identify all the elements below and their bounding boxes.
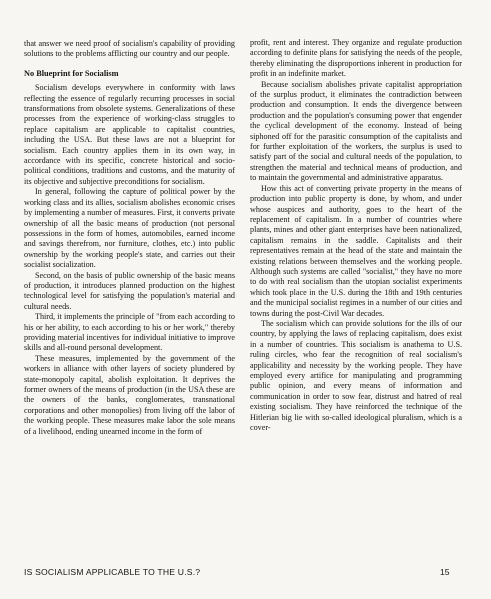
right-column: [250, 38, 462, 433]
paragraph: Second, on the basis of public ownership of the basic means of production, it introduces planned production on the highest technological level for satisfying the population's material and cultural needs.: [24, 270, 235, 311]
section-heading: No Blueprint for Socialism: [24, 68, 119, 78]
paragraph: In general, following the capture of political power by the working class and its allies, socialism abolishes economic crises by implementing a number of measures. First, it converts private ownership of all the basic means of production (not personal possessions in the form of homes, automobiles, earned income and savings therefrom, nor furniture, clothes, etc.) into public ownership by the working people's state, and carries out their socialist socialization.: [24, 187, 235, 270]
paragraph: Third, it implements the principle of "from each according to his or her ability, to each according to his or her work," thereby providing material incentives for individual initiative to improve skills and all-round personal development.: [24, 312, 235, 353]
paragraph: These measures, implemented by the government of the workers in alliance with other layers of society plundered by state-monopoly capital, abolish exploitation. It deprives the former owners of the means of production (in the USA these are the owners of the banks, conglomerates, transnational corporations and other monopolies) from living off the labor of the working people. These measures make labor the sole means of a livelihood, ending unearned income in the form of: [24, 353, 235, 436]
paragraph: Because socialism abolishes private capitalist appropriation of the surplus product, it eliminates the contradiction between production and consumption. It ends the divergence between production and the population's consuming power that engender the cyclical development of the economy. Instead of being siphoned off for the parasitic consumption of the capitalists and for further exploitation of the workers, the surplus is used to satisfy part of the social and cultural needs of the population, to strengthen the material and technical means of production, and to maintain the governmental and administrative apparatus.: [250, 79, 462, 183]
left-column: [24, 39, 235, 437]
paragraph: How this act of converting private property in the means of production into public property is done, by whom, and under whose auspices and authority, goes to the heart of the replacement of capitalism. In a number of countries where plants, mines and other giant enterprises have been nationalized, capitalism remains in the saddle. Capitalists and their representatives remain at the head of the state and maintain the existing relations between themselves and the working people. Although such systems are called "socialist," they have no more to do with real socialism than the utopian socialist experiments which took place in the U.S. during the 18th and 19th centuries and the municipal socialist regimes in a number of our cities and towns during the post-Civil War decades.: [250, 183, 462, 318]
running-footer-title: IS SOCIALISM APPLICABLE TO THE U.S.?: [24, 567, 201, 577]
paragraph: that answer we need proof of socialism's capability of providing solutions to the problems afflicting our country and our people.: [24, 39, 235, 59]
paragraph: Socialism develops everywhere in conformity with laws reflecting the essence of regularly recurring processes in social transformations from obsolete systems. Generalizations of these processes from the experience of working-class struggles to replace capitalism are applicable to capitalist countries, including the USA. But these laws are not a blueprint for socialism. Each country applies them in its own way, in accordance with its specific, concrete historical and socio-political conditions, traditions and customs, and the maturity of its objective and subjective preconditions for socialism.: [24, 83, 235, 186]
paragraph: The socialism which can provide solutions for the ills of our country, by applying the laws of replacing capitalism, does exist in a number of countries. This socialism is anathema to U.S. ruling circles, who fear the recognition of real socialism's applicability and necessity by the working people. They have employed every artifice for manipulating and programming public opinion, and every means of information and communication in order to sow fear, distrust and hatred of real existing socialism. They have reinforced the technique of the Hitlerian big lie with so-called ideological pluralism, which is a cover-: [250, 318, 462, 433]
page-number: 15: [440, 567, 450, 577]
paragraph: profit, rent and interest. They organize and regulate production according to definite plans for satisfying the needs of the people, thereby eliminating the disproportions inherent in production for profit in an indefinite market.: [250, 38, 462, 79]
